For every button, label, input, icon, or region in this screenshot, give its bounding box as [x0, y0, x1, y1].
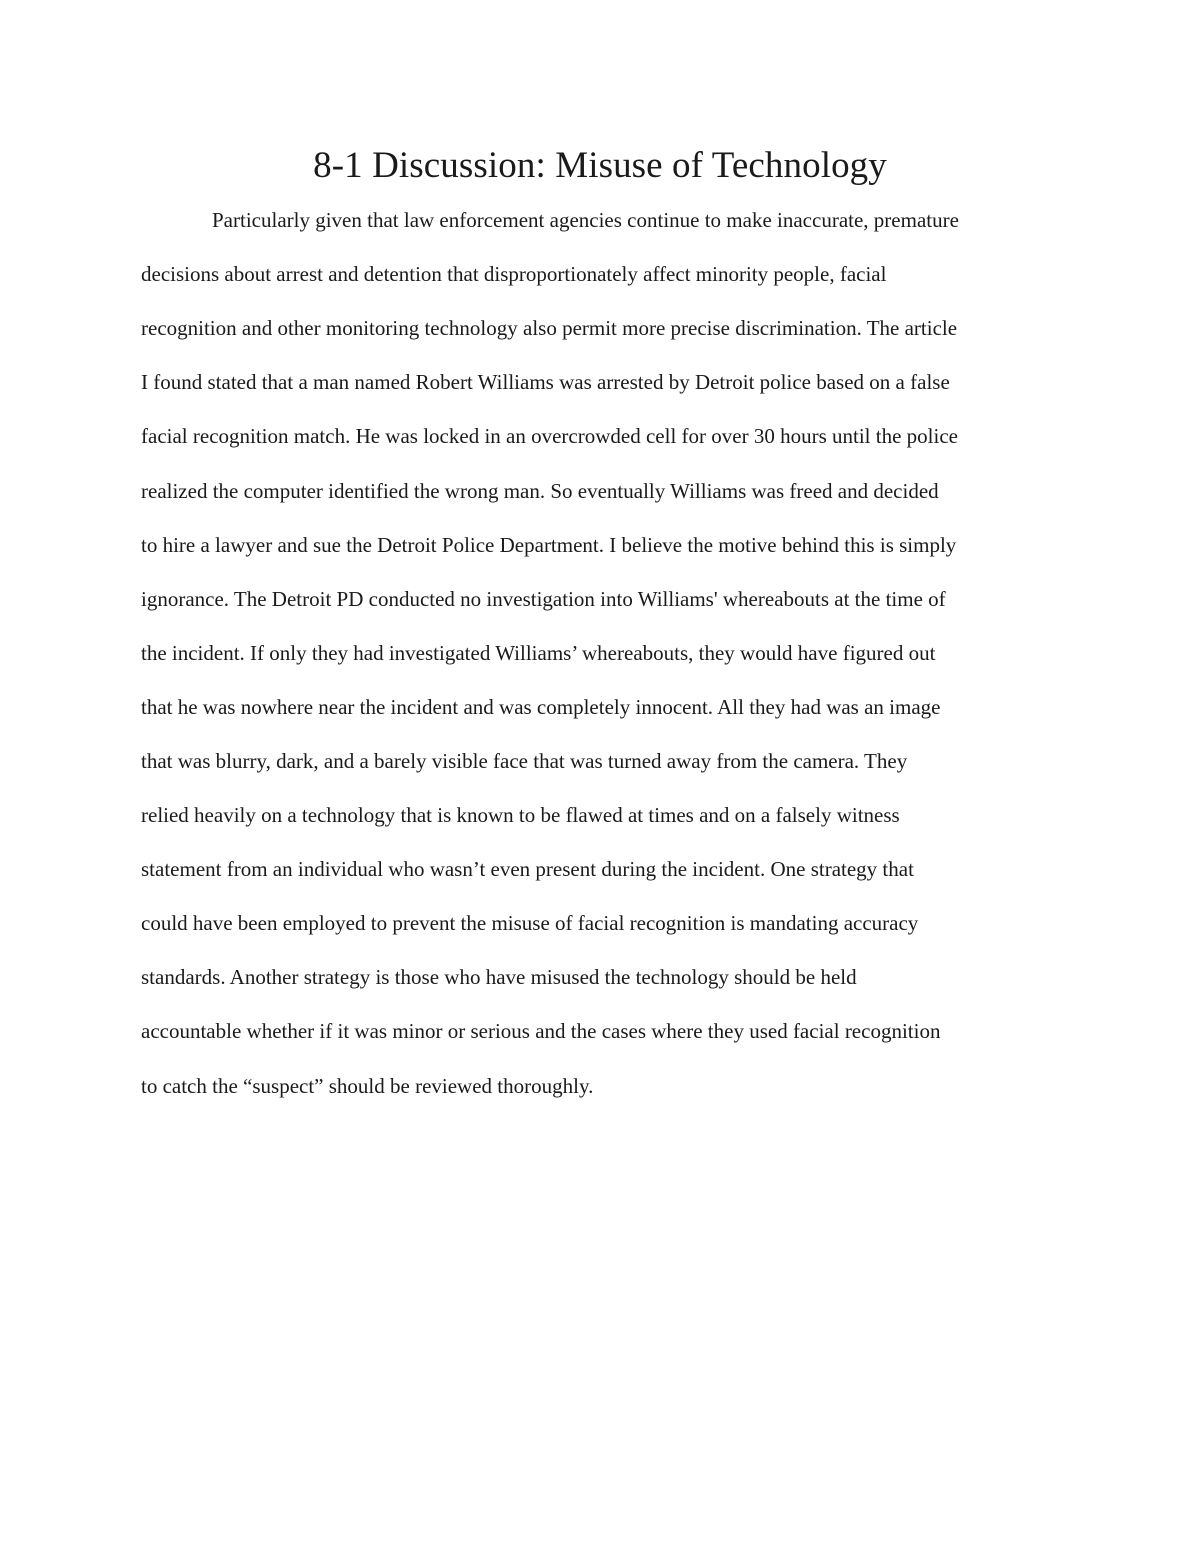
paragraph-line-9: the incident. If only they had investigated Williams’ whereabouts, they would have figured out [141, 641, 936, 665]
paragraph-line-6: realized the computer identified the wrong man. So eventually Williams was freed and decided [141, 479, 939, 503]
paragraph-line-4: I found stated that a man named Robert Williams was arrested by Detroit police based on a false [141, 370, 950, 394]
paragraph-line-12: relied heavily on a technology that is known to be flawed at times and on a falsely witness [141, 803, 900, 827]
paragraph-line-13: statement from an individual who wasn’t even present during the incident. One strategy that [141, 857, 914, 881]
paragraph-line-8: ignorance. The Detroit PD conducted no investigation into Williams' whereabouts at the time of [141, 587, 946, 611]
paragraph-line-14: could have been employed to prevent the misuse of facial recognition is mandating accuracy [141, 911, 919, 935]
paragraph-line-15: standards. Another strategy is those who have misused the technology should be held [141, 965, 857, 989]
paragraph-line-5: facial recognition match. He was locked in an overcrowded cell for over 30 hours until the police [141, 424, 958, 448]
document-title: 8-1 Discussion: Misuse of Technology [313, 145, 887, 186]
paragraph-line-3: recognition and other monitoring technology also permit more precise discrimination. The article [141, 316, 958, 340]
paragraph-line-16: accountable whether if it was minor or serious and the cases where they used facial recognition [141, 1019, 941, 1043]
paragraph-line-2: decisions about arrest and detention that disproportionately affect minority people, facial [141, 262, 887, 286]
paragraph-line-11: that was blurry, dark, and a barely visible face that was turned away from the camera. They [141, 749, 908, 773]
paragraph-line-10: that he was nowhere near the incident and was completely innocent. All they had was an image [141, 695, 941, 719]
paragraph-line-17: to catch the “suspect” should be reviewed thoroughly. [141, 1074, 594, 1098]
paragraph-line-7: to hire a lawyer and sue the Detroit Police Department. I believe the motive behind this is simply [141, 533, 957, 557]
paragraph-line-1: Particularly given that law enforcement agencies continue to make inaccurate, premature [212, 208, 959, 232]
